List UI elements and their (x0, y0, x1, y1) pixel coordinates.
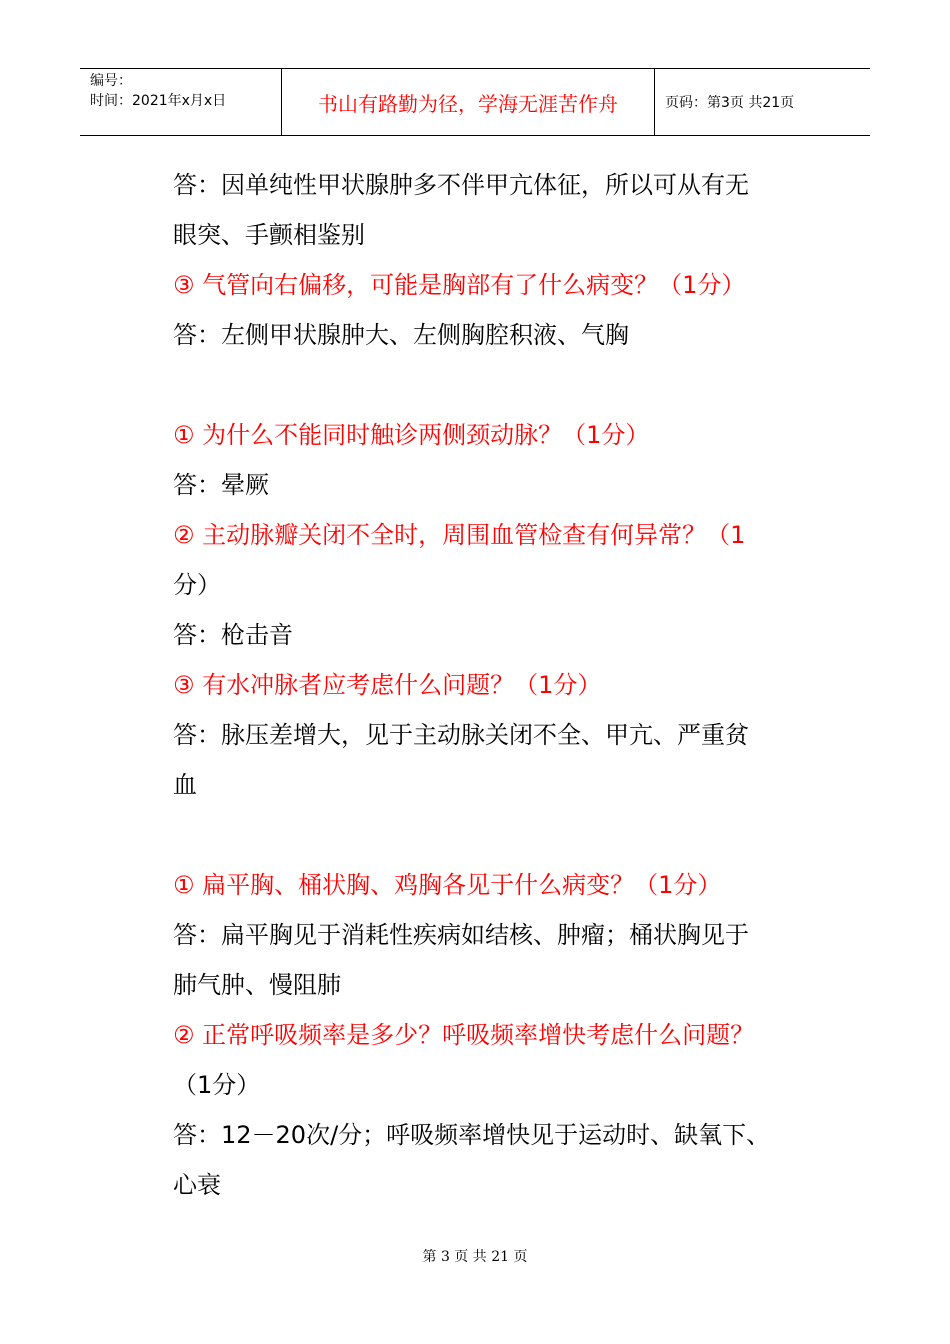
question-line: ③ 气管向右偏移，可能是胸部有了什么病变？（1分） (173, 271, 746, 299)
answer-line: 肺气肿、慢阻肺 (173, 971, 341, 999)
question-line-continued: （1分） (173, 1071, 261, 1099)
question-line: ② 正常呼吸频率是多少？呼吸频率增快考虑什么问题？ (173, 1021, 755, 1049)
answer-line: 心衰 (173, 1171, 221, 1199)
answer-line: 答：12－20次/分；呼吸频率增快见于运动时、缺氧下、 (173, 1121, 771, 1149)
question-line: ③ 有水冲脉者应考虑什么问题？（1分） (173, 671, 602, 699)
answer-line: 答：脉压差增大，见于主动脉关闭不全、甲亢、严重贫 (173, 721, 749, 749)
answer-line: 答：扁平胸见于消耗性疾病如结核、肿瘤；桶状胸见于 (173, 921, 749, 949)
answer-line: 答：晕厥 (173, 471, 269, 499)
question-line-continued: 分） (173, 571, 221, 599)
section-spacer (173, 360, 803, 410)
serial-label: 编号： (90, 73, 132, 89)
answer-line: 血 (173, 771, 197, 799)
answer-line: 答：左侧甲状腺肿大、左侧胸腔积液、气胸 (173, 321, 629, 349)
document-body (173, 160, 803, 1210)
page-footer: 第 3 页 共 21 页 (422, 1249, 528, 1265)
answer-line: 眼突、手颤相鉴别 (173, 221, 365, 249)
answer-line: 答：枪击音 (173, 621, 293, 649)
date-label: 时间：2021年x月x日 (90, 93, 227, 109)
header-motto: 书山有路勤为径，学海无涯苦作舟 (282, 69, 655, 135)
question-line: ② 主动脉瓣关闭不全时，周围血管检查有何异常？（1 (173, 521, 746, 549)
answer-line: 答：因单纯性甲状腺肿多不伴甲亢体征，所以可从有无 (173, 171, 749, 199)
page-header (80, 68, 870, 136)
header-page-info: 页码：第3页 共21页 (665, 95, 795, 111)
question-line: ① 扁平胸、桶状胸、鸡胸各见于什么病变？（1分） (173, 871, 722, 899)
header-meta (80, 69, 282, 135)
question-line: ① 为什么不能同时触诊两侧颈动脉？（1分） (173, 421, 650, 449)
section-spacer (173, 810, 803, 860)
